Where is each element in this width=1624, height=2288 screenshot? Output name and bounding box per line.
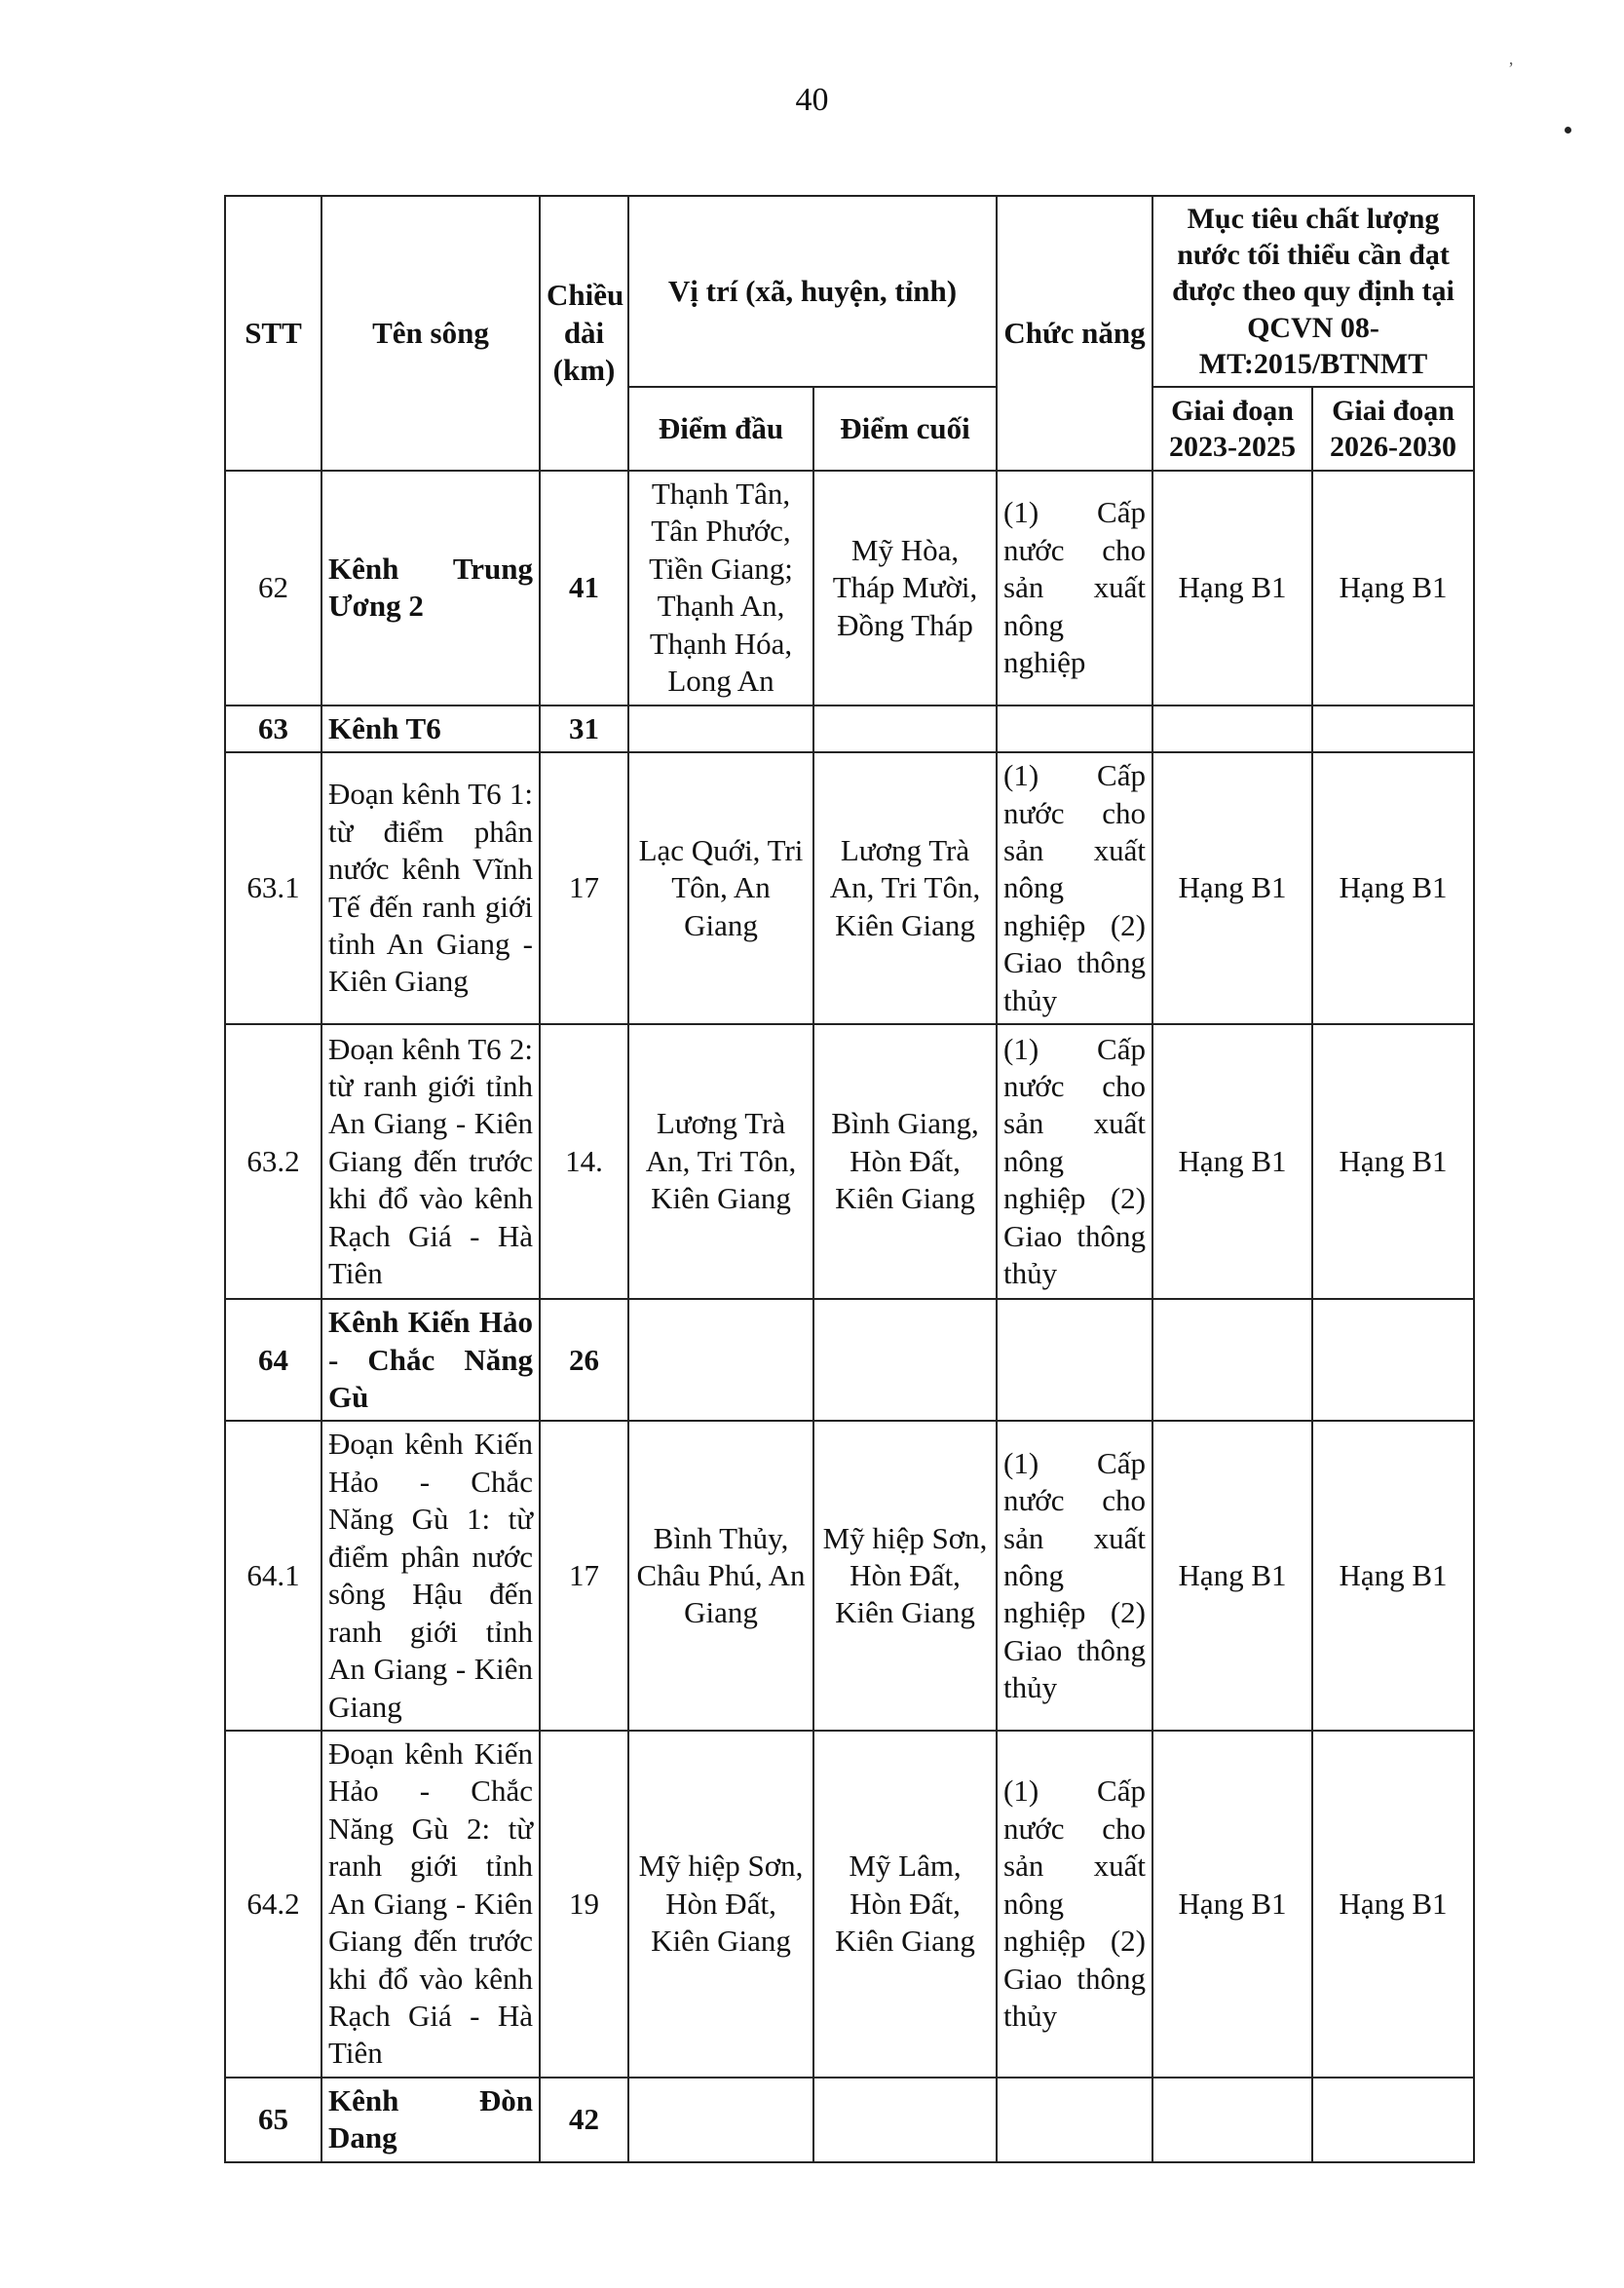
cell-ten-song: Kênh Kiến Hảo - Chắc Năng Gù — [321, 1299, 540, 1421]
cell-diem-cuoi: Bình Giang, Hòn Đất, Kiên Giang — [813, 1024, 997, 1299]
table-row — [225, 2078, 1474, 2162]
cell-chieu-dai: 17 — [540, 1421, 628, 1731]
scan-mark: ’ — [1508, 58, 1514, 78]
cell-chieu-dai: 42 — [540, 2078, 628, 2162]
header-diem-cuoi: Điểm cuối — [813, 387, 997, 471]
cell-giai-doan-1: Hạng B1 — [1152, 1731, 1312, 2078]
cell-chuc-nang — [997, 705, 1152, 752]
cell-diem-dau: Mỹ hiệp Sơn, Hòn Đất, Kiên Giang — [628, 1731, 813, 2078]
cell-giai-doan-2 — [1312, 2078, 1474, 2162]
cell-giai-doan-1 — [1152, 1299, 1312, 1421]
cell-chuc-nang: (1) Cấp nước cho sản xuất nông nghiệp (2) Giao thông thủy — [997, 752, 1152, 1024]
cell-stt: 62 — [225, 471, 321, 705]
cell-ten-song: Kênh T6 — [321, 705, 540, 752]
river-water-quality-table — [224, 195, 1475, 2163]
cell-giai-doan-1: Hạng B1 — [1152, 1421, 1312, 1731]
cell-ten-song: Kênh Trung Ương 2 — [321, 471, 540, 705]
cell-chuc-nang — [997, 1299, 1152, 1421]
cell-chieu-dai: 14. — [540, 1024, 628, 1299]
cell-giai-doan-2: Hạng B1 — [1312, 752, 1474, 1024]
cell-giai-doan-2: Hạng B1 — [1312, 471, 1474, 705]
cell-ten-song: Đoạn kênh Kiến Hảo - Chắc Năng Gù 1: từ điểm phân nước sông Hậu đến ranh giới tỉnh An Giang - Kiên Giang — [321, 1421, 540, 1731]
cell-stt: 63.1 — [225, 752, 321, 1024]
header-ten-song: Tên sông — [321, 196, 540, 471]
cell-giai-doan-2: Hạng B1 — [1312, 1421, 1474, 1731]
cell-chuc-nang: (1) Cấp nước cho sản xuất nông nghiệp (2) Giao thông thủy — [997, 1024, 1152, 1299]
cell-diem-cuoi: Mỹ Hòa, Tháp Mười, Đồng Tháp — [813, 471, 997, 705]
cell-stt: 64 — [225, 1299, 321, 1421]
header-stt: STT — [225, 196, 321, 471]
table-row — [225, 752, 1474, 1024]
cell-stt: 63 — [225, 705, 321, 752]
cell-giai-doan-1: Hạng B1 — [1152, 1024, 1312, 1299]
table-row — [225, 705, 1474, 752]
cell-chuc-nang: (1) Cấp nước cho sản xuất nông nghiệp (2) Giao thông thủy — [997, 1421, 1152, 1731]
cell-stt: 63.2 — [225, 1024, 321, 1299]
header-muc-tieu: Mục tiêu chất lượng nước tối thiểu cần đạt được theo quy định tại QCVN 08-MT:2015/BTNMT — [1152, 196, 1474, 387]
scan-dot — [1565, 127, 1571, 133]
cell-diem-dau — [628, 2078, 813, 2162]
cell-giai-doan-2: Hạng B1 — [1312, 1731, 1474, 2078]
cell-diem-dau: Thạnh Tân, Tân Phước, Tiền Giang; Thạnh An, Thạnh Hóa, Long An — [628, 471, 813, 705]
cell-chuc-nang — [997, 2078, 1152, 2162]
cell-giai-doan-2: Hạng B1 — [1312, 1024, 1474, 1299]
cell-giai-doan-2 — [1312, 1299, 1474, 1421]
header-chuc-nang: Chức năng — [997, 196, 1152, 471]
header-chieu-dai: Chiều dài (km) — [540, 196, 628, 471]
cell-chuc-nang: (1) Cấp nước cho sản xuất nông nghiệp — [997, 471, 1152, 705]
table-row — [225, 1299, 1474, 1421]
table-row — [225, 471, 1474, 705]
cell-chieu-dai: 17 — [540, 752, 628, 1024]
cell-giai-doan-1: Hạng B1 — [1152, 752, 1312, 1024]
header-giai-doan-2023-2025: Giai đoạn 2023-2025 — [1152, 387, 1312, 471]
cell-diem-cuoi: Mỹ Lâm, Hòn Đất, Kiên Giang — [813, 1731, 997, 2078]
cell-diem-dau — [628, 1299, 813, 1421]
cell-giai-doan-1: Hạng B1 — [1152, 471, 1312, 705]
header-giai-doan-2026-2030: Giai đoạn 2026-2030 — [1312, 387, 1474, 471]
cell-diem-dau — [628, 705, 813, 752]
table-row — [225, 1421, 1474, 1731]
cell-diem-dau: Lương Trà An, Tri Tôn, Kiên Giang — [628, 1024, 813, 1299]
cell-giai-doan-1 — [1152, 705, 1312, 752]
cell-ten-song: Đoạn kênh T6 1: từ điểm phân nước kênh Vĩnh Tế đến ranh giới tỉnh An Giang - Kiên Giang — [321, 752, 540, 1024]
cell-stt: 64.2 — [225, 1731, 321, 2078]
table-row — [225, 1024, 1474, 1299]
cell-diem-cuoi: Mỹ hiệp Sơn, Hòn Đất, Kiên Giang — [813, 1421, 997, 1731]
cell-diem-dau: Lạc Quới, Tri Tôn, An Giang — [628, 752, 813, 1024]
cell-chieu-dai: 41 — [540, 471, 628, 705]
cell-diem-cuoi — [813, 705, 997, 752]
cell-diem-cuoi: Lương Trà An, Tri Tôn, Kiên Giang — [813, 752, 997, 1024]
page-number: 40 — [795, 82, 829, 118]
cell-chieu-dai: 31 — [540, 705, 628, 752]
cell-ten-song: Kênh Đòn Dang — [321, 2078, 540, 2162]
cell-ten-song: Đoạn kênh T6 2: từ ranh giới tỉnh An Giang - Kiên Giang đến trước khi đổ vào kênh Rạch Giá - Hà Tiên — [321, 1024, 540, 1299]
cell-diem-cuoi — [813, 1299, 997, 1421]
cell-chieu-dai: 19 — [540, 1731, 628, 2078]
cell-diem-dau: Bình Thủy, Châu Phú, An Giang — [628, 1421, 813, 1731]
header-diem-dau: Điểm đầu — [628, 387, 813, 471]
cell-giai-doan-2 — [1312, 705, 1474, 752]
cell-chieu-dai: 26 — [540, 1299, 628, 1421]
cell-stt: 64.1 — [225, 1421, 321, 1731]
cell-giai-doan-1 — [1152, 2078, 1312, 2162]
cell-chuc-nang: (1) Cấp nước cho sản xuất nông nghiệp (2) Giao thông thủy — [997, 1731, 1152, 2078]
table-row — [225, 1731, 1474, 2078]
header-vi-tri: Vị trí (xã, huyện, tỉnh) — [628, 196, 997, 387]
cell-stt: 65 — [225, 2078, 321, 2162]
cell-diem-cuoi — [813, 2078, 997, 2162]
cell-ten-song: Đoạn kênh Kiến Hảo - Chắc Năng Gù 2: từ ranh giới tỉnh An Giang - Kiên Giang đến trước khi đổ vào kênh Rạch Giá - Hà Tiên — [321, 1731, 540, 2078]
